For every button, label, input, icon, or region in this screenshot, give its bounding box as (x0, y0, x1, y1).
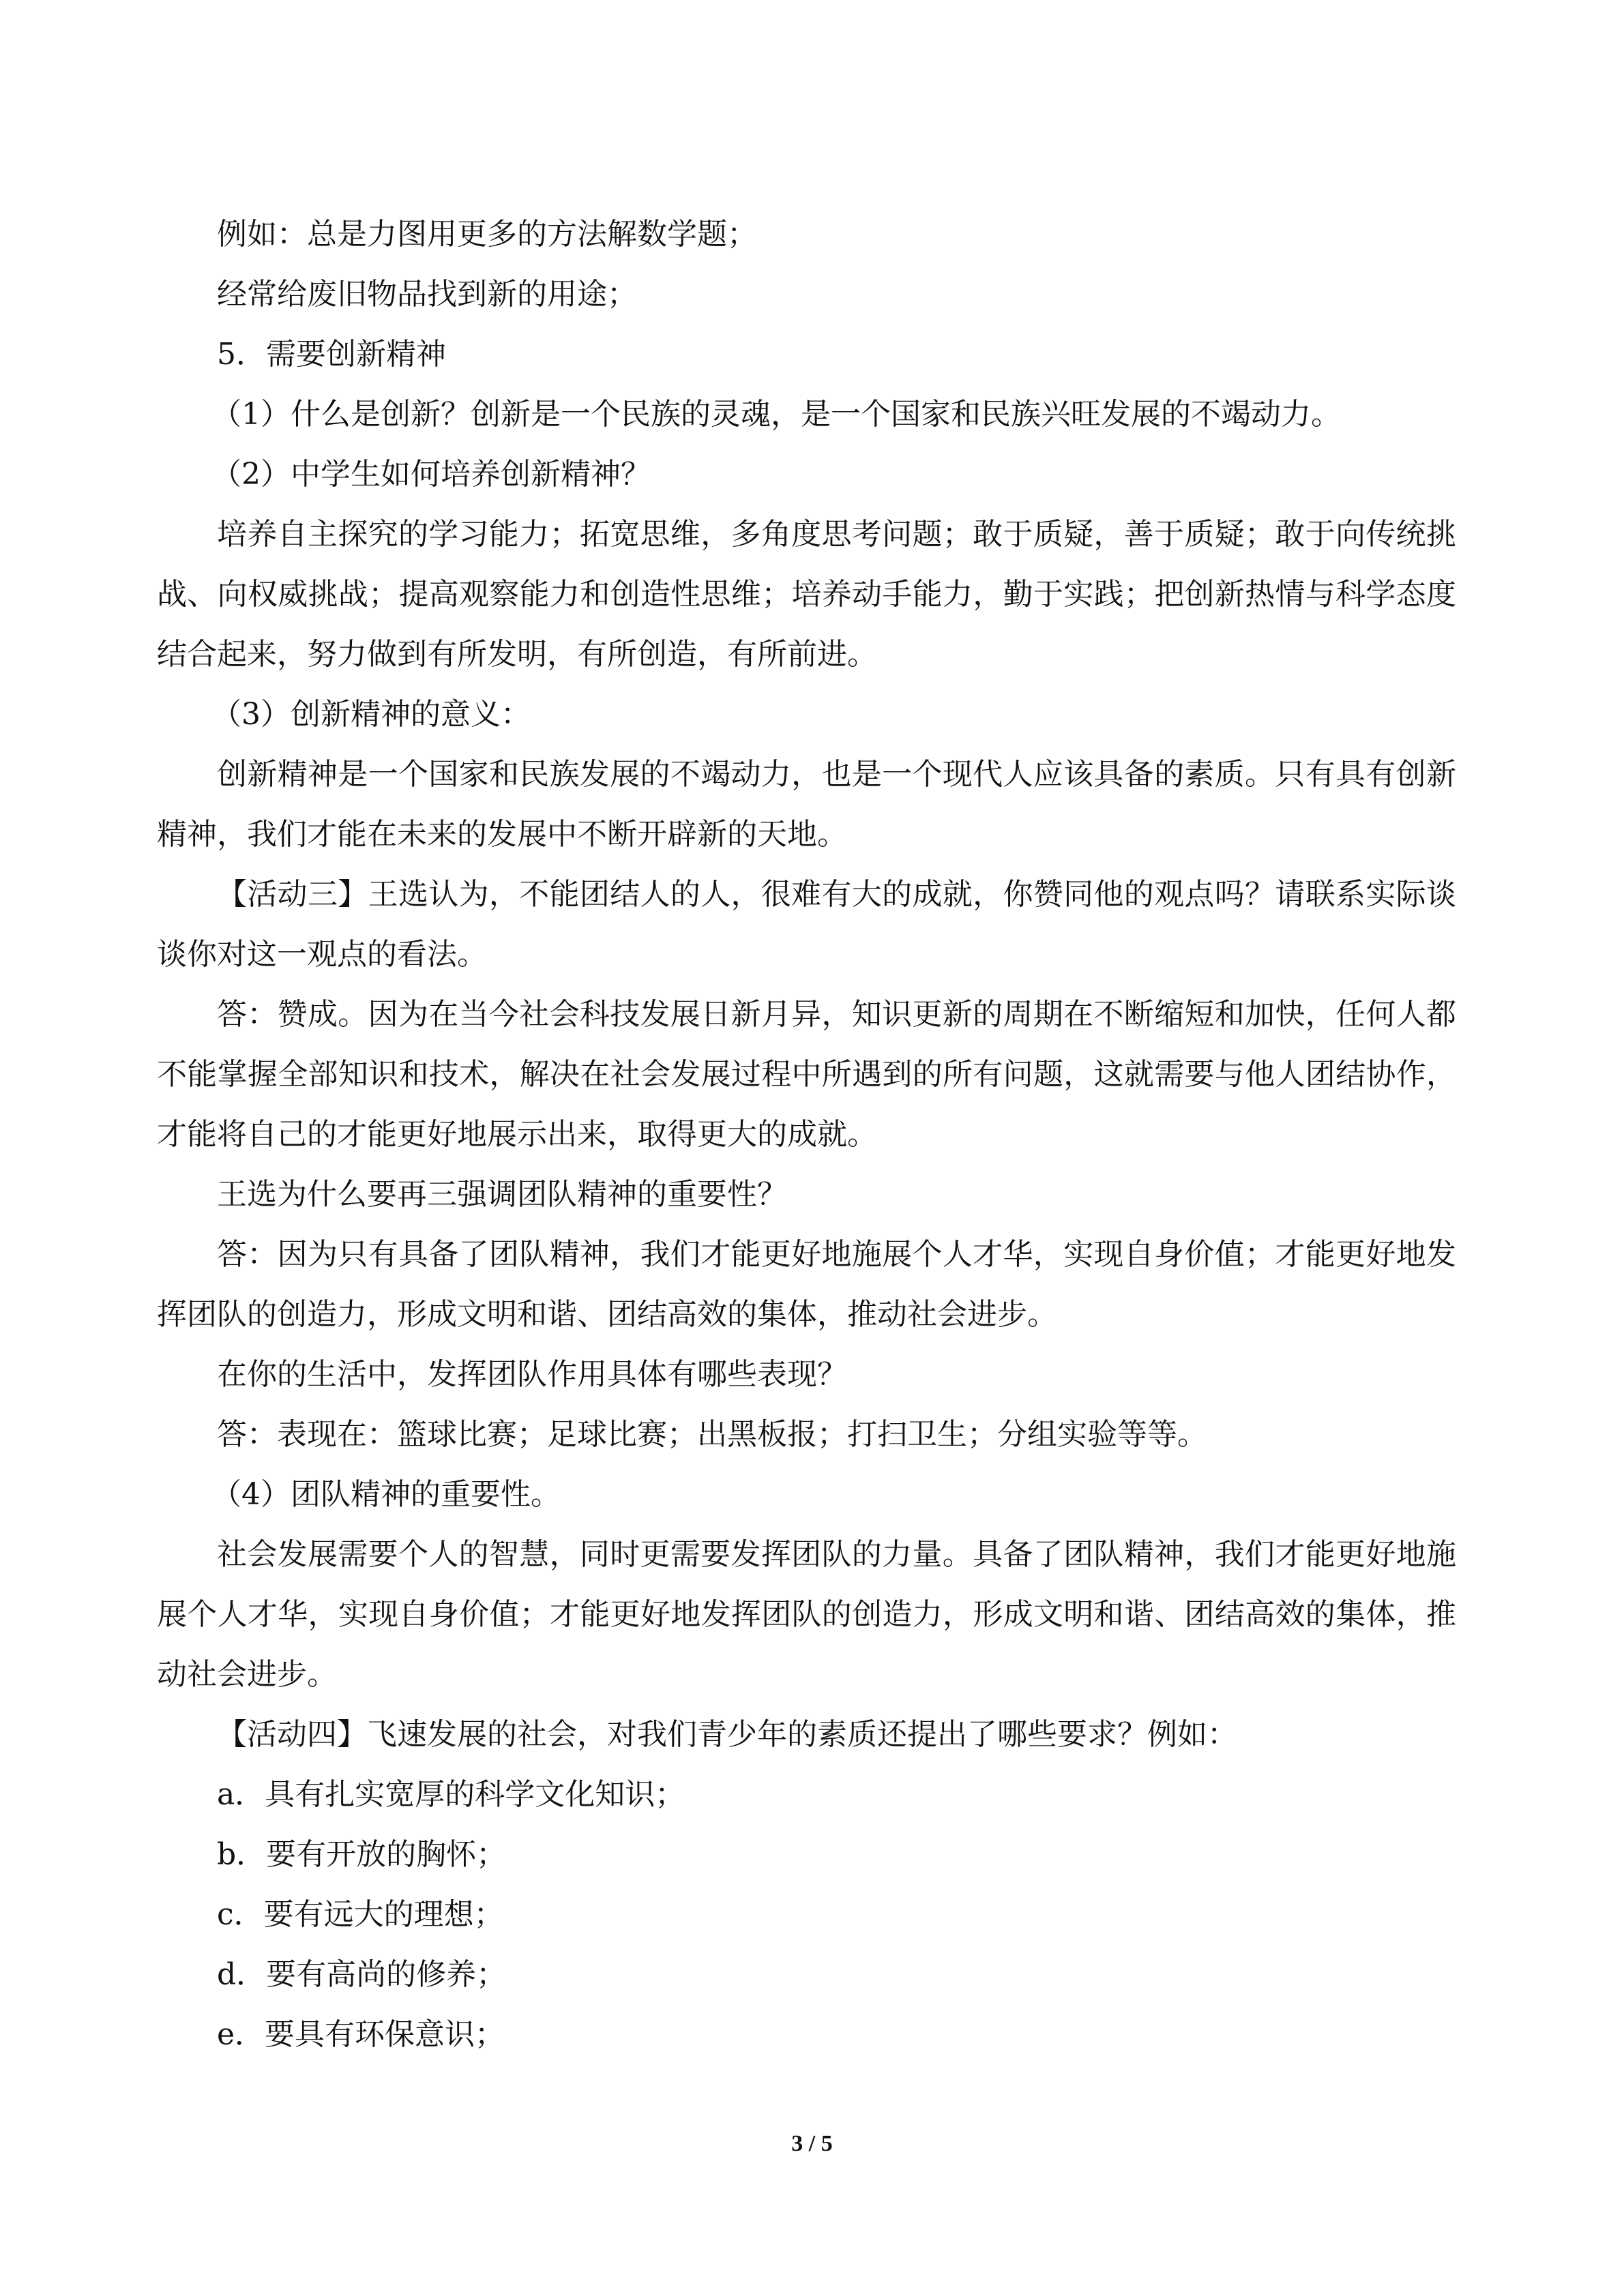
subheading-team-importance: （4）团队精神的重要性。 (211, 1477, 561, 1512)
list-item-c: c．要有远大的理想； (217, 1897, 504, 1932)
paragraph-example: 例如：总是力图用更多的方法解数学题； (217, 217, 757, 252)
paragraph-activity-three: 【活动三】王选认为，不能团结人的人，很难有大的成就，你赞同他的观点吗？请联系实际谈谈你对这一观点的看法。 (157, 877, 1456, 972)
paragraph-question-team: 王选为什么要再三强调团队精神的重要性？ (217, 1177, 787, 1212)
list-item-d: d．要有高尚的修养； (217, 1957, 507, 1992)
paragraph-activity-four: 【活动四】飞速发展的社会，对我们青少年的素质还提出了哪些要求？例如： (217, 1717, 1237, 1752)
page-number: 3 / 5 (791, 2131, 833, 2156)
paragraph-team-importance: 社会发展需要个人的智慧，同时更需要发挥团队的力量。具备了团队精神，我们才能更好地施展个人才华，实现自身价值；才能更好地发挥团队的创造力，形成文明和谐、团结高效的集体，推动社会进步。 (157, 1537, 1456, 1692)
paragraph-reuse: 经常给废旧物品找到新的用途； (217, 277, 637, 312)
heading-innovation-spirit: 5．需要创新精神 (217, 337, 446, 372)
list-item-b: b．要有开放的胸怀； (217, 1837, 507, 1872)
subheading-what-is-innovation: （1）什么是创新？创新是一个民族的灵魂，是一个国家和民族兴旺发展的不竭动力。 (211, 397, 1341, 432)
paragraph-significance: 创新精神是一个国家和民族发展的不竭动力，也是一个现代人应该具备的素质。只有具有创新精神，我们才能在未来的发展中不断开辟新的天地。 (157, 757, 1456, 852)
list-item-e: e．要具有环保意识； (217, 2017, 505, 2052)
paragraph-question-life: 在你的生活中，发挥团队作用具体有哪些表现？ (217, 1357, 847, 1392)
list-item-a: a．具有扎实宽厚的科学文化知识； (217, 1777, 685, 1812)
subheading-significance: （3）创新精神的意义： (211, 697, 531, 732)
paragraph-cultivate-methods: 培养自主探究的学习能力；拓宽思维，多角度思考问题；敢于质疑，善于质疑；敢于向传统挑战、向权威挑战；提高观察能力和创造性思维；培养动手能力，勤于实践；把创新热情与科学态度结合起来，努力做到有所发明，有所创造，有所前进。 (157, 517, 1456, 672)
paragraph-answer-life: 答：表现在：篮球比赛；足球比赛；出黑板报；打扫卫生；分组实验等等。 (217, 1417, 1207, 1452)
paragraph-answer-team: 答：因为只有具备了团队精神，我们才能更好地施展个人才华，实现自身价值；才能更好地发挥团队的创造力，形成文明和谐、团结高效的集体，推动社会进步。 (157, 1237, 1456, 1332)
paragraph-answer-agree: 答：赞成。因为在当今社会科技发展日新月异，知识更新的周期在不断缩短和加快，任何人都不能掌握全部知识和技术，解决在社会发展过程中所遇到的所有问题，这就需要与他人团结协作，才能将自己的才能更好地展示出来，取得更大的成就。 (157, 997, 1456, 1152)
subheading-how-to-cultivate: （2）中学生如何培养创新精神？ (211, 457, 651, 492)
document-body (157, 205, 1456, 2065)
